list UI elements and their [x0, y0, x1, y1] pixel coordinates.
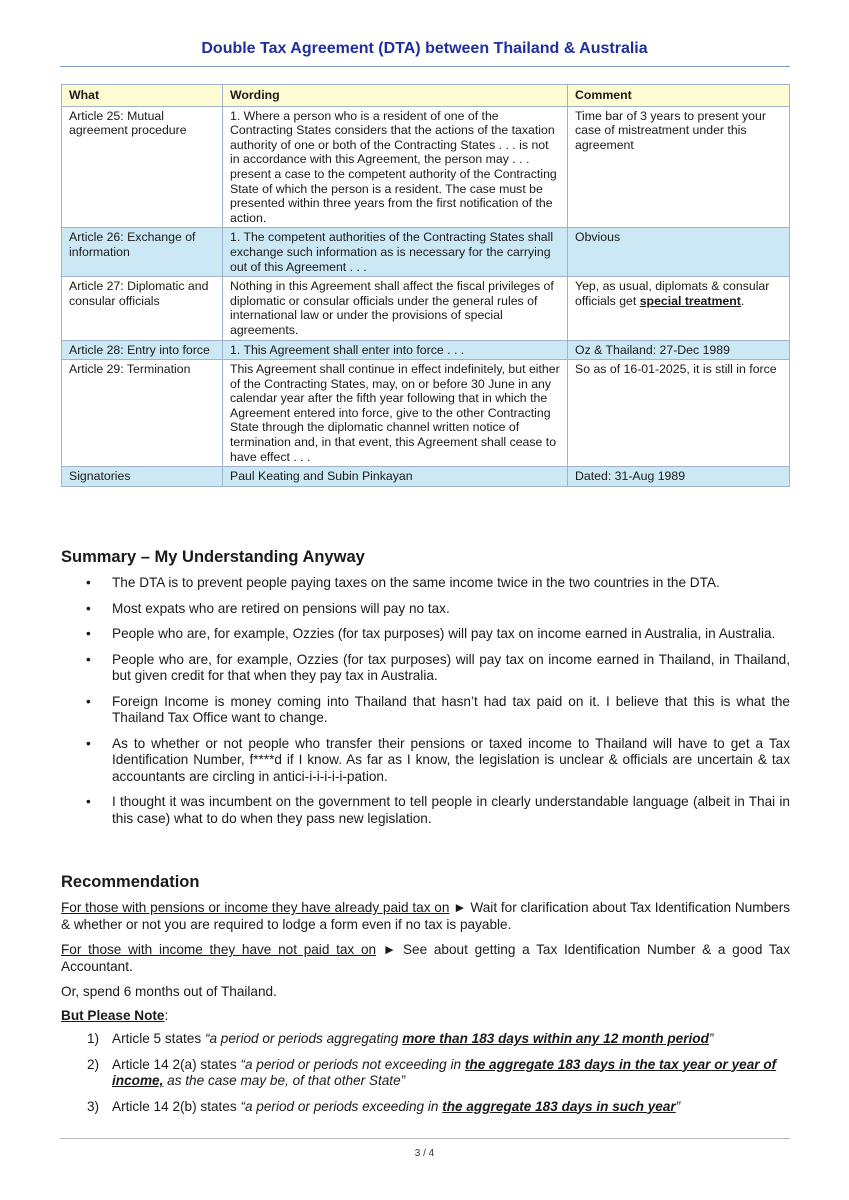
note-quote-end: ” — [675, 1098, 681, 1114]
note-quote-emphasis: the aggregate 183 days in such year — [442, 1098, 676, 1114]
note-quote-end: as the case may be, of that other State” — [163, 1073, 406, 1088]
table-row — [62, 340, 790, 360]
list-item — [61, 794, 790, 827]
footer-divider — [60, 1138, 790, 1139]
recommendation-audience: For those with pensions or income they have already paid tax on — [61, 900, 450, 915]
cell-what: Article 29: Termination — [62, 360, 223, 467]
bullet-icon: • — [86, 651, 91, 667]
cell-what: Signatories — [62, 467, 223, 487]
page-title: Double Tax Agreement (DTA) between Thailand & Australia — [201, 40, 648, 57]
recommendation-paragraph-3: Or, spend 6 months out of Thailand. — [61, 984, 277, 999]
title-divider — [60, 66, 790, 67]
note-quote: “a period or periods aggregating — [204, 1031, 403, 1046]
list-item — [61, 1057, 790, 1090]
cell-comment: Obvious — [568, 228, 790, 277]
list-item-text: People who are, for example, Ozzies (for tax purposes) will pay tax on income earned in Thailand, in Thailand, but given credit for that when they pay tax in Australia. — [112, 651, 790, 683]
list-item — [61, 575, 790, 592]
cell-what: Article 28: Entry into force — [62, 340, 223, 360]
note-intro: Article 5 states — [112, 1031, 205, 1046]
cell-wording: This Agreement shall continue in effect indefinitely, but either of the Contracting States, may, on or before 30 June in any calendar year after the fifth year following that in which the Agreement entered into force, give to the other Contracting State through the diplomatic channel written notice of termination and, in that event, this Agreement shall cease to have effect . . . — [223, 360, 568, 467]
table-row — [62, 106, 790, 228]
table-row — [62, 467, 790, 487]
bullet-icon: • — [86, 735, 91, 751]
comment-text-end: . — [740, 293, 745, 308]
recommendation-advice: ► Wait for clarification about Tax Identification Numbers & whether or not you are required to lodge a form even if no tax is payable. — [61, 900, 791, 932]
column-header-what: What — [62, 85, 223, 107]
list-item-text: Most expats who are retired on pensions will pay no tax. — [112, 600, 450, 616]
note-quote-end: ” — [708, 1031, 714, 1046]
cell-wording: 1. This Agreement shall enter into force . . . — [223, 340, 568, 360]
note-label — [61, 1008, 790, 1025]
comment-text: Yep, as usual, diplomats & consular officials get — [575, 279, 770, 308]
cell-comment: Time bar of 3 years to present your case of mistreatment under this agreement — [568, 106, 790, 228]
list-item-text: Foreign Income is money coming into Thailand that hasn’t had tax paid on it. I believe that this is what the Thailand Tax Office want to change. — [112, 693, 790, 725]
list-item — [61, 601, 790, 618]
note-intro: Article 14 2(b) states — [112, 1098, 241, 1114]
cell-what: Article 25: Mutual agreement procedure — [62, 106, 223, 228]
note-label-text: But Please Note — [61, 1008, 165, 1023]
notes-list — [61, 1031, 790, 1124]
note-quote-emphasis: more than 183 days within any 12 month period — [402, 1031, 709, 1046]
summary-list — [61, 575, 790, 836]
bullet-icon: • — [86, 575, 91, 590]
recommendation-audience: For those with income they have not paid tax on — [61, 942, 377, 957]
column-header-wording: Wording — [223, 85, 568, 107]
recommendation-paragraph-1 — [61, 900, 790, 933]
note-intro: Article 14 2(a) states — [112, 1056, 241, 1072]
table-row — [62, 277, 790, 340]
recommendation-paragraph-2 — [61, 942, 790, 975]
note-quote: “a period or periods not exceeding in — [240, 1056, 465, 1072]
list-item — [61, 736, 790, 786]
list-item — [61, 1031, 790, 1048]
list-item-text: I thought it was incumbent on the government to tell people in clearly understandable language (albeit in Thai in this case) what to do when they pass new legislation. — [112, 794, 790, 826]
cell-wording: Nothing in this Agreement shall affect the fiscal privileges of diplomatic or consular officials under the general rules of international law or under the provisions of special agreements. — [223, 277, 568, 340]
note-label-colon: : — [164, 1008, 169, 1023]
cell-what: Article 27: Diplomatic and consular officials — [62, 277, 223, 340]
table-header-row — [62, 85, 790, 107]
list-number: 1) — [87, 1031, 100, 1046]
dta-table — [61, 84, 790, 487]
cell-comment — [568, 277, 790, 340]
list-number: 2) — [87, 1056, 100, 1072]
cell-wording: 1. Where a person who is a resident of one of the Contracting States considers that the actions of the taxation authority of one or both of the Contracting States . . . is not in accordance with this Agreement, the person may . . . present a case to the competent authority of the Contracting State of which the person is a resident. The case must be presented within three years from the first notification of the action. — [223, 106, 568, 228]
table-row — [62, 228, 790, 277]
note-quote-emphasis: the aggregate 183 days in the tax year or year of income, — [112, 1056, 777, 1088]
list-item — [61, 694, 790, 727]
bullet-icon: • — [86, 794, 91, 809]
bullet-icon: • — [86, 600, 91, 616]
note-quote: “a period or periods exceeding in — [240, 1098, 443, 1114]
list-item-text: As to whether or not people who transfer their pensions or taxed income to Thailand will have to get a Tax Identification Number, f****d if I know. As far as I know, the legislation is unclear & officials are uncertain & tax accountants are circling in antici-i-i-i-i-i-pation. — [112, 735, 790, 784]
table-row — [62, 360, 790, 467]
recommendation-advice: ► See about getting a Tax Identification Number & a good Tax Accountant. — [61, 942, 791, 974]
cell-what: Article 26: Exchange of information — [62, 228, 223, 277]
list-item-text: The DTA is to prevent people paying taxes on the same income twice in the two countries in the DTA. — [112, 575, 720, 590]
column-header-comment: Comment — [568, 85, 790, 107]
cell-wording: Paul Keating and Subin Pinkayan — [223, 467, 568, 487]
list-item — [61, 626, 790, 643]
bullet-icon: • — [86, 626, 91, 641]
comment-emphasis: special treatment — [639, 293, 741, 308]
cell-wording: 1. The competent authorities of the Contracting States shall exchange such information as is necessary for the carrying out of this Agreement . . . — [223, 228, 568, 277]
cell-comment: Oz & Thailand: 27-Dec 1989 — [568, 340, 790, 360]
list-item-text: People who are, for example, Ozzies (for tax purposes) will pay tax on income earned in Australia, in Australia. — [112, 626, 776, 641]
recommendation-heading: Recommendation — [61, 873, 200, 891]
bullet-icon: • — [86, 693, 91, 709]
list-item — [61, 1099, 790, 1116]
summary-heading: Summary – My Understanding Anyway — [61, 548, 365, 566]
list-number: 3) — [87, 1098, 100, 1114]
cell-comment: So as of 16-01-2025, it is still in force — [568, 360, 790, 467]
list-item — [61, 652, 790, 685]
cell-comment: Dated: 31-Aug 1989 — [568, 467, 790, 487]
page-number: 3 / 4 — [414, 1148, 435, 1159]
